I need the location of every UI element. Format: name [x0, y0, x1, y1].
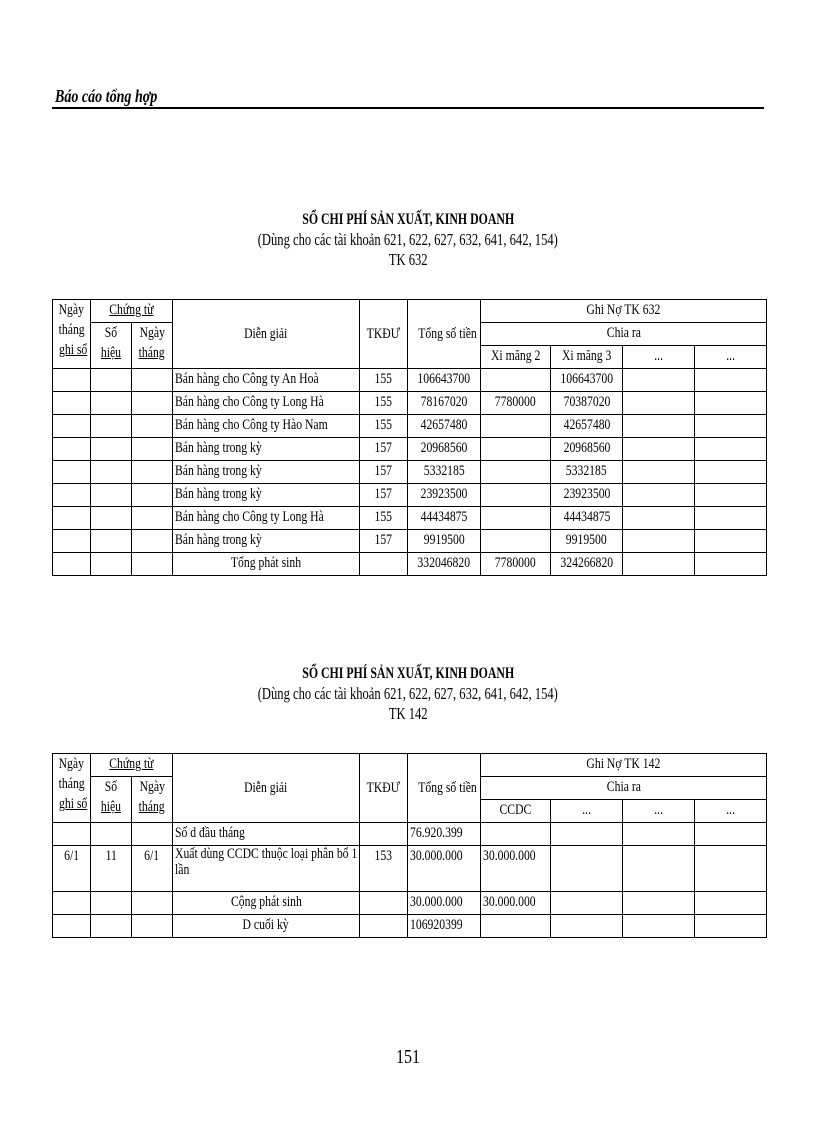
header-col-xi-mang-2: Xi măng 2	[481, 346, 551, 369]
header-so-hieu: Số hiệu	[91, 777, 132, 823]
page-number: 151	[396, 1046, 420, 1068]
row-tkdu: 155	[374, 394, 393, 410]
total-label: Tổng phát sinh	[230, 555, 302, 571]
table-row	[53, 461, 767, 484]
section1-account: TK 632	[388, 250, 428, 269]
row-tong: 42657480	[420, 417, 468, 433]
table-row	[53, 392, 767, 415]
header-ghi-no: Ghi Nợ TK 142	[481, 754, 767, 777]
row-tong: 44434875	[420, 509, 468, 525]
row-dien-giai: Bán hàng trong kỳ	[175, 440, 262, 456]
row-tkdu: 155	[374, 371, 393, 387]
row-dien-giai: Bán hàng cho Công ty Long Hà	[175, 394, 324, 410]
entry-row	[53, 846, 767, 892]
entry-tkdu: 153	[374, 848, 393, 864]
total-tong: 30.000.000	[410, 894, 463, 910]
row-tong: 9919500	[423, 532, 465, 548]
header-tong-so-tien: Tổng số tiền	[408, 300, 481, 369]
row-xm3: 20968560	[563, 440, 610, 456]
row-dien-giai: Bán hàng cho Công ty Hào Nam	[175, 417, 328, 433]
section2-account: TK 142	[388, 704, 428, 723]
row-xm3: 23923500	[563, 486, 610, 502]
row-dien-giai: Bán hàng trong kỳ	[175, 486, 262, 502]
header-ngay-thang: Ngày tháng	[132, 777, 173, 823]
entry-so-hieu: 11	[105, 848, 117, 864]
header-chia-ra: Chia ra	[481, 777, 767, 800]
section2-heading	[0, 664, 816, 724]
entry-ccdc: 30.000.000	[483, 848, 536, 864]
header-chung-tu: Chứng từ	[91, 754, 173, 777]
header-col-blank-2: ...	[695, 346, 767, 369]
row-dien-giai: Bán hàng trong kỳ	[175, 463, 262, 479]
row-dien-giai: Bán hàng trong kỳ	[175, 532, 262, 548]
row-tkdu: 157	[374, 463, 393, 479]
table-row	[53, 484, 767, 507]
header-chung-tu: Chứng từ	[91, 300, 173, 323]
section2-title: SỔ CHI PHÍ SẢN XUẤT, KINH DOANH	[302, 665, 514, 682]
row-xm2: 7780000	[495, 394, 536, 410]
header-col-blank-1: ...	[551, 800, 623, 823]
entry-ngay-ghi-so: 6/1	[64, 848, 79, 864]
total-row	[53, 553, 767, 576]
total-xm2: 7780000	[495, 555, 536, 571]
header-ngay-line1: Ngày	[58, 302, 85, 318]
row-tong: 78167020	[420, 394, 468, 410]
row-tkdu: 155	[374, 417, 393, 433]
header-tkdu: TKĐƯ	[360, 754, 408, 823]
header-col-blank-3: ...	[695, 800, 767, 823]
table-row	[53, 530, 767, 553]
row-xm3: 9919500	[566, 532, 607, 548]
section1-subtitle: (Dùng cho các tài khoản 621, 622, 627, 632, 641, 642, 154)	[257, 230, 559, 249]
opening-label: Số d đầu tháng	[175, 825, 245, 841]
total-label: Cộng phát sinh	[230, 894, 302, 910]
row-tong: 20968560	[420, 440, 468, 456]
row-dien-giai: Bán hàng cho Công ty An Hoà	[175, 371, 319, 387]
section2-subtitle: (Dùng cho các tài khoản 621, 622, 627, 632, 641, 642, 154)	[257, 684, 559, 703]
header-col-blank-1: ...	[623, 346, 695, 369]
ledger-table-142	[52, 753, 767, 938]
entry-ngay-thang: 6/1	[144, 848, 160, 864]
header-chia-ra: Chia ra	[481, 323, 767, 346]
table-row	[53, 415, 767, 438]
row-xm3: 44434875	[563, 509, 610, 525]
header-ngay-thang-ghi-so	[53, 300, 91, 369]
header-col-xi-mang-3: Xi măng 3	[551, 346, 623, 369]
row-tkdu: 157	[374, 532, 393, 548]
header-col-ccdc: CCDC	[481, 800, 551, 823]
section1-heading	[0, 210, 816, 270]
opening-row	[53, 823, 767, 846]
row-xm3: 42657480	[563, 417, 610, 433]
closing-row	[53, 915, 767, 938]
row-tong: 23923500	[420, 486, 468, 502]
table-row	[53, 438, 767, 461]
closing-label: D cuối kỳ	[242, 917, 290, 933]
header-ghi-no: Ghi Nợ TK 632	[481, 300, 767, 323]
header-dien-giai: Diễn giải	[173, 300, 360, 369]
row-xm3: 106643700	[560, 371, 614, 387]
row-xm3: 5332185	[566, 463, 607, 479]
report-header-title: Báo cáo tổng hợp	[55, 86, 158, 106]
header-col-blank-2: ...	[623, 800, 695, 823]
row-tong: 5332185	[423, 463, 465, 479]
entry-dien-giai: Xuất dùng CCDC thuộc loại phân bổ 1 lần	[175, 846, 358, 878]
header-ngay-thang: Ngày tháng	[132, 323, 173, 369]
header-ngay-line2: tháng	[58, 322, 85, 338]
row-tkdu: 155	[374, 509, 393, 525]
total-ccdc: 30.000.000	[483, 894, 536, 910]
ledger-table-632	[52, 299, 767, 576]
closing-tong: 106920399	[410, 917, 463, 933]
header-dien-giai: Diễn giải	[173, 754, 360, 823]
header-ngay-thang-ghi-so: Ngày tháng ghi sổ	[53, 754, 91, 823]
header-rule	[52, 107, 764, 109]
table-row	[53, 369, 767, 392]
table-row	[53, 507, 767, 530]
section1-title: SỔ CHI PHÍ SẢN XUẤT, KINH DOANH	[302, 211, 514, 228]
entry-tong: 30.000.000	[410, 848, 463, 864]
total-tong: 332046820	[417, 555, 471, 571]
total-xm3: 324266820	[560, 555, 614, 571]
row-tkdu: 157	[374, 440, 393, 456]
opening-tong: 76.920.399	[410, 825, 463, 841]
row-tkdu: 157	[374, 486, 393, 502]
total-row	[53, 892, 767, 915]
row-tong: 106643700	[417, 371, 471, 387]
header-tong-so-tien: Tổng số tiền	[408, 754, 481, 823]
header-so-hieu: Số hiệu	[91, 323, 132, 369]
header-tkdu: TKĐƯ	[360, 300, 408, 369]
row-xm3: 70387020	[563, 394, 610, 410]
row-dien-giai: Bán hàng cho Công ty Long Hà	[175, 509, 324, 525]
header-ngay-line3: ghi sổ	[58, 342, 88, 358]
